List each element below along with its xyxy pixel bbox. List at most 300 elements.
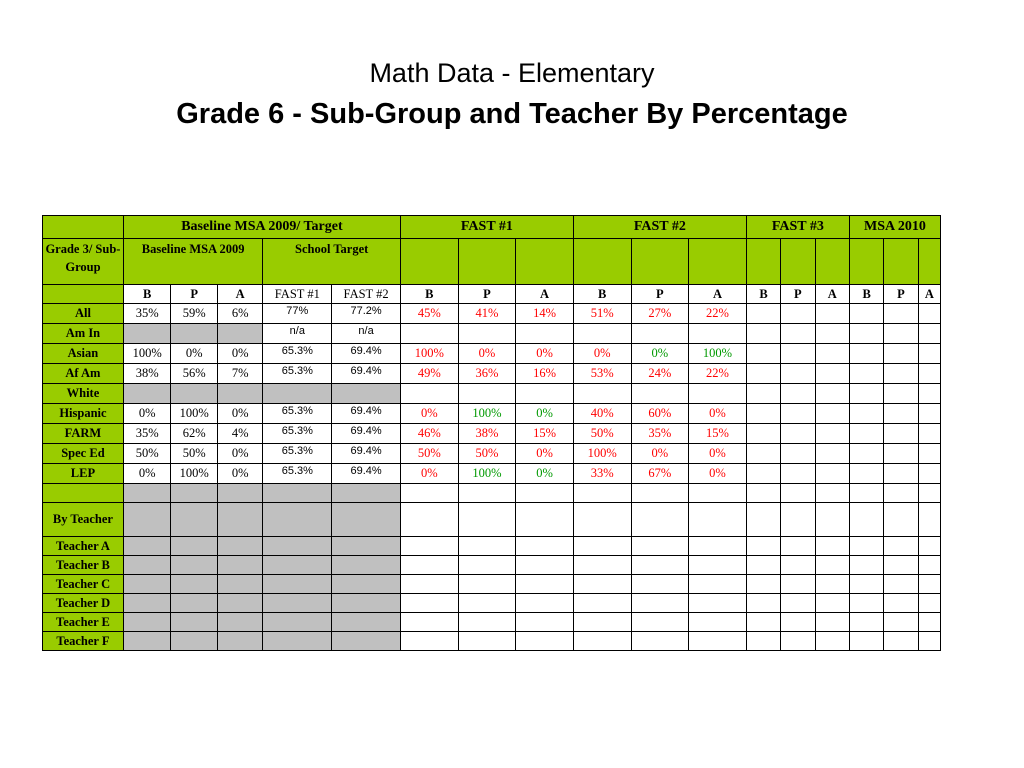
- fast2-value: 0%: [689, 444, 747, 464]
- gray-cell: [263, 613, 332, 632]
- subgroup-name: FARM: [43, 424, 124, 444]
- empty-cell: [918, 444, 940, 464]
- target-value: 69.4%: [332, 344, 401, 364]
- empty-cell: [631, 632, 689, 651]
- by-teacher-label: By Teacher: [43, 503, 124, 537]
- empty-cell: [849, 537, 883, 556]
- empty-cell: [516, 503, 574, 537]
- fast1-value: 16%: [516, 364, 574, 384]
- empty-cell: [884, 324, 918, 344]
- empty-cell: [400, 537, 458, 556]
- empty-cell: [631, 575, 689, 594]
- baseline-value: 59%: [171, 304, 218, 324]
- teacher-row: [43, 556, 941, 575]
- baseline-value: 0%: [123, 464, 171, 484]
- empty-cell: [516, 484, 574, 503]
- empty-cell: [781, 484, 815, 503]
- subgroup-name: White: [43, 384, 124, 404]
- empty-cell: [689, 484, 747, 503]
- fast2-value: 24%: [631, 364, 689, 384]
- gray-cell: [332, 484, 401, 503]
- empty-cell: [689, 556, 747, 575]
- empty-cell: [815, 594, 849, 613]
- empty-cell: [918, 364, 940, 384]
- fast1-value: [458, 384, 516, 404]
- empty-cell: [631, 613, 689, 632]
- empty-cell: [884, 503, 918, 537]
- empty-cell: [746, 364, 780, 384]
- gray-cell: [332, 632, 401, 651]
- empty-cell: [781, 575, 815, 594]
- empty-cell: [815, 556, 849, 575]
- target-value: 65.3%: [263, 364, 332, 384]
- empty-cell: [849, 444, 883, 464]
- empty-cell: [746, 556, 780, 575]
- column-header: A: [918, 285, 940, 304]
- target-value: 69.4%: [332, 364, 401, 384]
- header-blank: [781, 239, 815, 285]
- gray-cell: [171, 575, 218, 594]
- empty-cell: [746, 324, 780, 344]
- empty-cell: [516, 556, 574, 575]
- header-blank: [43, 285, 124, 304]
- column-header: P: [884, 285, 918, 304]
- fast1-value: 0%: [458, 344, 516, 364]
- fast1-value: 50%: [400, 444, 458, 464]
- empty-cell: [458, 556, 516, 575]
- empty-cell: [746, 344, 780, 364]
- empty-cell: [746, 444, 780, 464]
- empty-cell: [884, 364, 918, 384]
- empty-cell: [516, 632, 574, 651]
- empty-cell: [781, 537, 815, 556]
- empty-cell: [458, 484, 516, 503]
- gray-cell: [263, 503, 332, 537]
- baseline-value: 0%: [217, 404, 263, 424]
- gray-cell: [263, 484, 332, 503]
- fast1-value: [400, 324, 458, 344]
- empty-cell: [689, 503, 747, 537]
- empty-cell: [815, 632, 849, 651]
- fast2-value: 15%: [689, 424, 747, 444]
- target-value: 65.3%: [263, 424, 332, 444]
- empty-cell: [918, 384, 940, 404]
- empty-cell: [884, 464, 918, 484]
- empty-cell: [815, 503, 849, 537]
- header-blank: [689, 239, 747, 285]
- header-msa2010: MSA 2010: [849, 216, 940, 239]
- empty-cell: [849, 613, 883, 632]
- empty-cell: [458, 537, 516, 556]
- baseline-value: 0%: [217, 464, 263, 484]
- empty-cell: [849, 324, 883, 344]
- subgroup-name: Asian: [43, 344, 124, 364]
- column-header: B: [849, 285, 883, 304]
- column-header: A: [516, 285, 574, 304]
- empty-cell: [884, 424, 918, 444]
- empty-cell: [746, 632, 780, 651]
- fast1-value: [516, 384, 574, 404]
- empty-cell: [815, 464, 849, 484]
- empty-cell: [631, 594, 689, 613]
- gray-cell: [263, 537, 332, 556]
- header-blank: [631, 239, 689, 285]
- fast1-value: 15%: [516, 424, 574, 444]
- empty-cell: [815, 444, 849, 464]
- empty-cell: [884, 404, 918, 424]
- empty-cell: [918, 594, 940, 613]
- teacher-name: Teacher E: [43, 613, 124, 632]
- fast2-value: 0%: [689, 404, 747, 424]
- empty-cell: [849, 575, 883, 594]
- target-value: 77%: [263, 304, 332, 324]
- baseline-value: 6%: [217, 304, 263, 324]
- gray-cell: [123, 632, 171, 651]
- empty-cell: [458, 503, 516, 537]
- header-fast3: FAST #3: [746, 216, 849, 239]
- header-row-2: [43, 239, 941, 285]
- gray-cell: [332, 537, 401, 556]
- fast1-value: 36%: [458, 364, 516, 384]
- baseline-value: 56%: [171, 364, 218, 384]
- fast1-value: 14%: [516, 304, 574, 324]
- empty-cell: [400, 575, 458, 594]
- separator-label: [43, 484, 124, 503]
- fast1-value: 0%: [516, 404, 574, 424]
- column-header: A: [217, 285, 263, 304]
- column-header: A: [689, 285, 747, 304]
- header-baseline-target: Baseline MSA 2009/ Target: [123, 216, 400, 239]
- empty-cell: [884, 304, 918, 324]
- empty-cell: [781, 632, 815, 651]
- empty-cell: [781, 344, 815, 364]
- baseline-value: 7%: [217, 364, 263, 384]
- empty-cell: [918, 556, 940, 575]
- target-value: 69.4%: [332, 464, 401, 484]
- empty-cell: [849, 384, 883, 404]
- teacher-name: Teacher C: [43, 575, 124, 594]
- header-blank: [918, 239, 940, 285]
- fast2-value: [631, 324, 689, 344]
- empty-cell: [573, 594, 631, 613]
- baseline-value: 100%: [171, 404, 218, 424]
- empty-cell: [781, 364, 815, 384]
- baseline-value: [123, 384, 171, 404]
- empty-cell: [458, 613, 516, 632]
- empty-cell: [631, 484, 689, 503]
- baseline-value: [217, 384, 263, 404]
- gray-cell: [171, 613, 218, 632]
- subgroup-name: Hispanic: [43, 404, 124, 424]
- target-value: 65.3%: [263, 344, 332, 364]
- subgroup-row: [43, 324, 941, 344]
- gray-cell: [217, 613, 263, 632]
- empty-cell: [918, 537, 940, 556]
- fast2-value: 27%: [631, 304, 689, 324]
- gray-cell: [263, 556, 332, 575]
- empty-cell: [849, 464, 883, 484]
- empty-cell: [884, 484, 918, 503]
- empty-cell: [746, 384, 780, 404]
- gray-cell: [171, 594, 218, 613]
- empty-cell: [400, 484, 458, 503]
- subgroup-row: [43, 364, 941, 384]
- baseline-value: 50%: [171, 444, 218, 464]
- gray-cell: [217, 556, 263, 575]
- empty-cell: [918, 344, 940, 364]
- fast1-value: 0%: [400, 464, 458, 484]
- fast1-value: 0%: [400, 404, 458, 424]
- empty-cell: [458, 594, 516, 613]
- empty-cell: [689, 613, 747, 632]
- empty-cell: [781, 613, 815, 632]
- empty-cell: [746, 575, 780, 594]
- teacher-name: Teacher A: [43, 537, 124, 556]
- empty-cell: [884, 632, 918, 651]
- target-value: n/a: [332, 324, 401, 344]
- fast1-value: [400, 384, 458, 404]
- gray-cell: [171, 537, 218, 556]
- empty-cell: [573, 613, 631, 632]
- column-header: FAST #1: [263, 285, 332, 304]
- empty-cell: [884, 575, 918, 594]
- data-table-frame: [45, 215, 941, 648]
- empty-cell: [516, 537, 574, 556]
- empty-cell: [884, 556, 918, 575]
- empty-cell: [849, 556, 883, 575]
- fast2-value: 33%: [573, 464, 631, 484]
- fast2-value: 0%: [631, 344, 689, 364]
- fast2-value: 0%: [631, 444, 689, 464]
- header-blank: [884, 239, 918, 285]
- empty-cell: [849, 484, 883, 503]
- empty-cell: [781, 464, 815, 484]
- fast2-value: 40%: [573, 404, 631, 424]
- gray-cell: [171, 556, 218, 575]
- subgroup-name: Am In: [43, 324, 124, 344]
- gray-cell: [332, 613, 401, 632]
- target-value: n/a: [263, 324, 332, 344]
- column-header: P: [171, 285, 218, 304]
- empty-cell: [918, 575, 940, 594]
- empty-cell: [458, 632, 516, 651]
- by-teacher-row: [43, 503, 941, 537]
- header-row-1: [43, 216, 941, 239]
- gray-cell: [217, 594, 263, 613]
- header-blank: [516, 239, 574, 285]
- header-school-target: School Target: [263, 239, 401, 285]
- empty-cell: [815, 484, 849, 503]
- column-header: P: [781, 285, 815, 304]
- fast2-value: 53%: [573, 364, 631, 384]
- gray-cell: [217, 537, 263, 556]
- title-line-2: Grade 6 - Sub-Group and Teacher By Percentage: [176, 98, 848, 130]
- empty-cell: [689, 575, 747, 594]
- empty-cell: [815, 384, 849, 404]
- baseline-value: 0%: [217, 344, 263, 364]
- target-value: 69.4%: [332, 424, 401, 444]
- fast2-value: 0%: [573, 344, 631, 364]
- gray-cell: [123, 484, 171, 503]
- empty-cell: [918, 424, 940, 444]
- empty-cell: [781, 384, 815, 404]
- fast2-value: 67%: [631, 464, 689, 484]
- empty-cell: [400, 503, 458, 537]
- gray-cell: [171, 503, 218, 537]
- fast2-value: [689, 384, 747, 404]
- empty-cell: [849, 503, 883, 537]
- empty-cell: [573, 632, 631, 651]
- fast2-value: 50%: [573, 424, 631, 444]
- gray-cell: [263, 575, 332, 594]
- empty-cell: [815, 613, 849, 632]
- baseline-value: 4%: [217, 424, 263, 444]
- header-blank: [400, 239, 458, 285]
- header-group-label: Grade 3/ Sub-Group: [43, 239, 124, 285]
- gray-cell: [217, 632, 263, 651]
- fast2-value: 51%: [573, 304, 631, 324]
- column-header: P: [458, 285, 516, 304]
- empty-cell: [781, 556, 815, 575]
- fast1-value: 100%: [400, 344, 458, 364]
- subgroup-row: [43, 304, 941, 324]
- fast2-value: 0%: [689, 464, 747, 484]
- empty-cell: [689, 537, 747, 556]
- subgroup-row: [43, 344, 941, 364]
- column-header: B: [746, 285, 780, 304]
- fast2-value: 100%: [573, 444, 631, 464]
- fast2-value: [689, 324, 747, 344]
- empty-cell: [815, 575, 849, 594]
- subgroup-name: All: [43, 304, 124, 324]
- target-value: [263, 384, 332, 404]
- teacher-row: [43, 594, 941, 613]
- baseline-value: [171, 324, 218, 344]
- subgroup-row: [43, 404, 941, 424]
- gray-cell: [171, 484, 218, 503]
- gray-cell: [123, 556, 171, 575]
- empty-cell: [781, 424, 815, 444]
- column-header: B: [400, 285, 458, 304]
- empty-cell: [516, 594, 574, 613]
- teacher-row: [43, 632, 941, 651]
- gray-cell: [171, 632, 218, 651]
- column-header: B: [573, 285, 631, 304]
- empty-cell: [400, 632, 458, 651]
- fast1-value: 46%: [400, 424, 458, 444]
- header-fast2: FAST #2: [573, 216, 746, 239]
- empty-cell: [918, 404, 940, 424]
- empty-cell: [849, 304, 883, 324]
- header-blank: [458, 239, 516, 285]
- fast2-value: [631, 384, 689, 404]
- target-value: 77.2%: [332, 304, 401, 324]
- title-line-1: Math Data - Elementary: [369, 58, 655, 88]
- empty-cell: [815, 304, 849, 324]
- empty-cell: [918, 613, 940, 632]
- header-blank: [746, 239, 780, 285]
- teacher-row: [43, 537, 941, 556]
- empty-cell: [400, 556, 458, 575]
- empty-cell: [746, 424, 780, 444]
- gray-cell: [332, 575, 401, 594]
- subgroup-row: [43, 424, 941, 444]
- baseline-value: [217, 324, 263, 344]
- gray-cell: [217, 575, 263, 594]
- empty-cell: [746, 484, 780, 503]
- fast2-value: 35%: [631, 424, 689, 444]
- empty-cell: [573, 556, 631, 575]
- empty-cell: [918, 324, 940, 344]
- gray-cell: [123, 503, 171, 537]
- subgroup-row: [43, 444, 941, 464]
- empty-cell: [849, 344, 883, 364]
- baseline-value: 0%: [171, 344, 218, 364]
- empty-cell: [781, 503, 815, 537]
- empty-cell: [815, 537, 849, 556]
- target-value: [332, 384, 401, 404]
- gray-cell: [263, 594, 332, 613]
- gray-cell: [217, 484, 263, 503]
- corner-cell: [43, 216, 124, 239]
- baseline-value: 38%: [123, 364, 171, 384]
- header-blank: [849, 239, 883, 285]
- subgroup-row: [43, 384, 941, 404]
- header-row-3: [43, 285, 941, 304]
- baseline-value: 0%: [217, 444, 263, 464]
- baseline-value: 35%: [123, 304, 171, 324]
- gray-cell: [332, 503, 401, 537]
- empty-cell: [918, 464, 940, 484]
- empty-cell: [746, 304, 780, 324]
- target-value: 69.4%: [332, 444, 401, 464]
- empty-cell: [400, 613, 458, 632]
- empty-cell: [631, 556, 689, 575]
- empty-cell: [815, 424, 849, 444]
- header-blank: [815, 239, 849, 285]
- empty-cell: [815, 404, 849, 424]
- empty-cell: [746, 594, 780, 613]
- column-header: A: [815, 285, 849, 304]
- fast1-value: [458, 324, 516, 344]
- baseline-value: 0%: [123, 404, 171, 424]
- gray-cell: [332, 594, 401, 613]
- fast2-value: [573, 324, 631, 344]
- baseline-value: [123, 324, 171, 344]
- fast2-value: 100%: [689, 344, 747, 364]
- empty-cell: [849, 404, 883, 424]
- empty-cell: [573, 575, 631, 594]
- empty-cell: [918, 304, 940, 324]
- empty-cell: [400, 594, 458, 613]
- fast1-value: 0%: [516, 444, 574, 464]
- baseline-value: 100%: [171, 464, 218, 484]
- fast1-value: [516, 324, 574, 344]
- empty-cell: [918, 503, 940, 537]
- empty-cell: [849, 424, 883, 444]
- column-header: B: [123, 285, 171, 304]
- empty-cell: [458, 575, 516, 594]
- empty-cell: [689, 632, 747, 651]
- empty-cell: [631, 537, 689, 556]
- empty-cell: [849, 594, 883, 613]
- empty-cell: [884, 613, 918, 632]
- fast2-value: 60%: [631, 404, 689, 424]
- data-table: [42, 215, 941, 651]
- empty-cell: [781, 404, 815, 424]
- empty-cell: [884, 384, 918, 404]
- fast2-value: 22%: [689, 364, 747, 384]
